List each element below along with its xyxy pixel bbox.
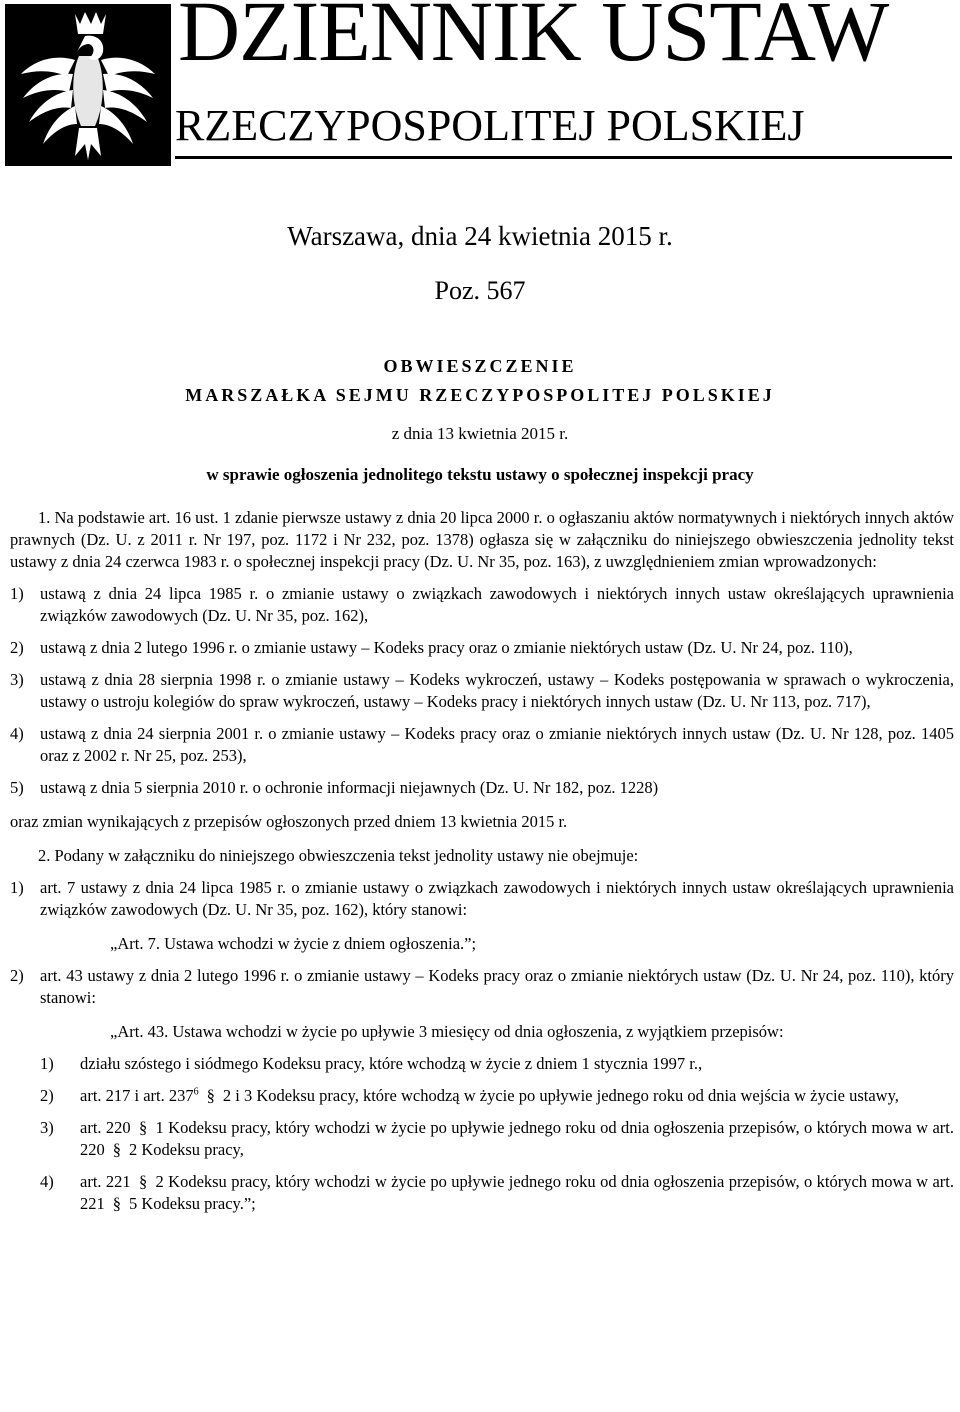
section-sign: §	[112, 1140, 121, 1159]
masthead-subtitle: RZECZYPOSPOLITEJ POLSKIEJ	[175, 101, 805, 150]
list-item: 2) ustawą z dnia 2 lutego 1996 r. o zmianie ustawy – Kodeks pracy oraz o zmianie niektórych ustaw (Dz. U. Nr 24, poz. 110),	[10, 638, 853, 657]
notice-authority: MARSZAŁKA SEJMU RZECZYPOSPOLITEJ POLSKIEJ	[185, 385, 775, 405]
section-1-intro: 1. Na podstawie art. 16 ust. 1 zdanie pierwsze ustawy z dnia 20 lipca 2000 r. o ogłaszaniu aktów normatywnych i niektórych innych aktów prawnych (Dz. U. z 2011 r. Nr 197, poz. 1172 i Nr 232, poz. 1378) ogłasza się w załączniku do niniejszego obwieszczenia jednolity tekst ustawy z dnia 24 czerwca 1983 r. o społecznej inspekcji pracy (Dz. U. Nr 35, poz. 163), z uwzględnieniem zmian wprowadzonych:	[10, 508, 954, 571]
list-item: 2) art. 217 i art. $237^6$ § 2 i 3 Kodeksu pracy, które wchodzą w życie po upływie jednego roku od dnia wejścia w życie ustawy,	[40, 1086, 899, 1105]
list-item: 5) ustawą z dnia 5 sierpnia 2010 r. o ochronie informacji niejawnych (Dz. U. Nr 182, poz. 1228)	[10, 778, 659, 797]
list-item: 2) art. 43 ustawy z dnia 2 lutego 1996 r. o zmianie ustawy – Kodeks pracy oraz o zmianie niektórych ustaw (Dz. U. Nr 24, poz. 110), który stanowi: „Art. 43. Ustawa wchodzi w życie po upływie 3 miesięcy od dnia ogłoszenia, z wyjątkiem przepisów:	[10, 966, 954, 1041]
masthead-rule	[175, 156, 952, 159]
list-item: 1) ustawą z dnia 24 lipca 1985 r. o zmianie ustawy o związkach zawodowych i niektórych innych ustaw określających uprawnienia związków zawodowych (Dz. U. Nr 35, poz. 162),	[10, 584, 954, 625]
notice-date: z dnia 13 kwietnia 2015 r.	[391, 424, 569, 443]
exclusions-list	[10, 877, 954, 1043]
document-body	[10, 507, 954, 1215]
list-item: 4) ustawą z dnia 24 sierpnia 2001 r. o zmianie ustawy – Kodeks pracy oraz o zmianie niektórych innych ustaw (Dz. U. Nr 128, poz. 1405 oraz z 2002 r. Nr 25, poz. 253),	[10, 724, 954, 765]
list-item: 3) art. 220 § 1 Kodeksu pracy, który wchodzi w życie po upływie jednego roku od dnia ogłoszenia przepisów, o których mowa w art. 220 § 2 Kodeksu pracy,	[40, 1118, 955, 1159]
position-number: Poz. 567	[434, 276, 526, 305]
section-sign: §	[112, 1194, 121, 1213]
section-sign: §	[206, 1086, 215, 1105]
notice-title: OBWIESZCZENIE	[383, 356, 577, 376]
list-item: 1) działu szóstego i siódmego Kodeksu pracy, które wchodzą w życie z dniem 1 stycznia 1997 r.,	[40, 1054, 703, 1073]
list-item: 1) art. 7 ustawy z dnia 24 lipca 1985 r. o zmianie ustawy o związkach zawodowych i niektórych innych ustaw określających uprawnienia związków zawodowych (Dz. U. Nr 35, poz. 162), który stanowi: „Art. 7. Ustawa wchodzi w życie z dniem ogłoszenia.”;	[10, 878, 954, 953]
notice-subject: w sprawie ogłoszenia jednolitego tekstu ustawy o społecznej inspekcji pracy	[206, 465, 754, 484]
list-item: 4) art. 221 § 2 Kodeksu pracy, który wchodzi w życie po upływie jednego roku od dnia ogłoszenia przepisów, o których mowa w art. 221 § 5 Kodeksu pracy.”;	[40, 1172, 955, 1213]
quoted-provisions-list	[10, 1053, 954, 1215]
section-sign: §	[138, 1172, 148, 1191]
section-2-intro: 2. Podany w załączniku do niniejszego obwieszczenia tekst jednolity ustawy nie obejmuje:	[38, 846, 639, 865]
polish-eagle-emblem-icon	[5, 4, 171, 166]
place-date: Warszawa, dnia 24 kwietnia 2015 r.	[287, 221, 673, 251]
masthead-title: DZIENNIK USTAW	[178, 0, 889, 79]
list-item: 3) ustawą z dnia 28 sierpnia 1998 r. o zmianie ustawy – Kodeks wykroczeń, ustawy – Kodeks postępowania w sprawach o wykroczenia, ustawy o ustroju kolegiów do spraw wykroczeń, ustawy – Kodeks pracy i niektórych innych ustaw (Dz. U. Nr 113, poz. 717),	[10, 670, 954, 711]
quoted-article: „Art. 43. Ustawa wchodzi w życie po upływie 3 miesięcy od dnia ogłoszenia, z wyjątkiem przepisów:	[110, 1022, 784, 1041]
section-1-closing: oraz zmian wynikających z przepisów ogłoszonych przed dniem 13 kwietnia 2015 r.	[10, 812, 568, 831]
quoted-article: „Art. 7. Ustawa wchodzi w życie z dniem ogłoszenia.”;	[110, 934, 477, 953]
amendments-list	[10, 583, 954, 799]
section-sign: §	[138, 1118, 148, 1137]
